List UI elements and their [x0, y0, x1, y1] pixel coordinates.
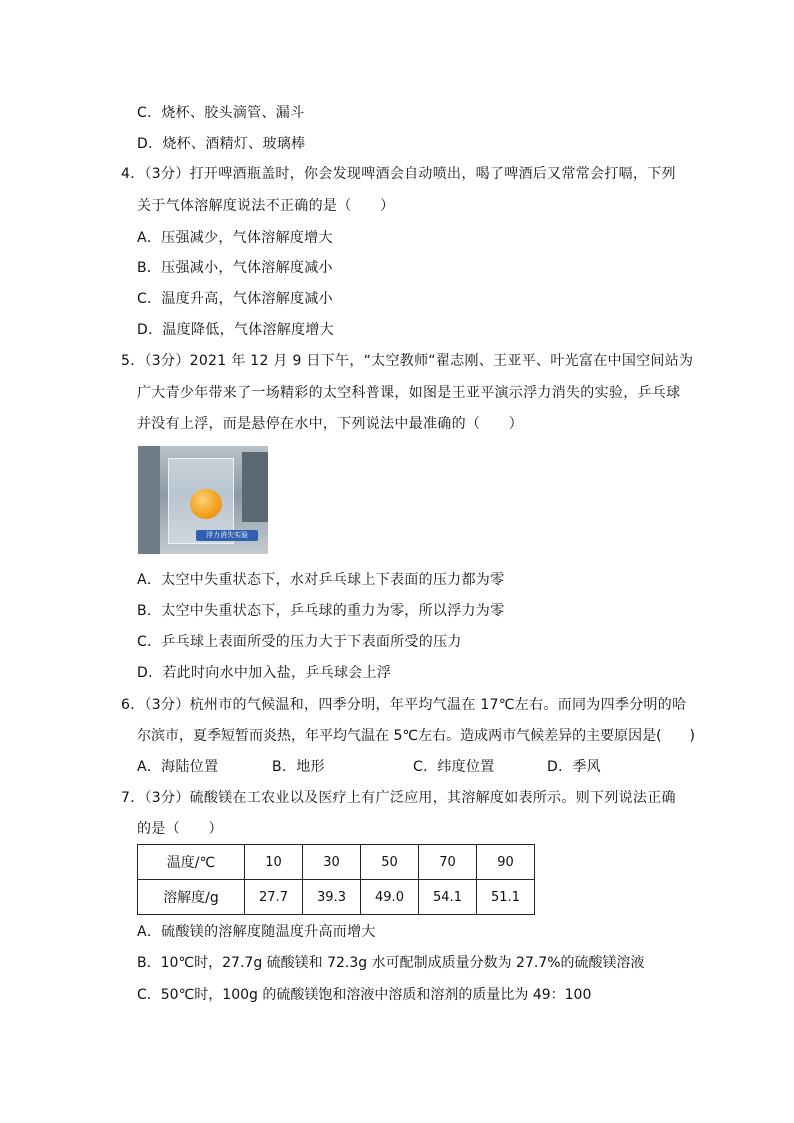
q6-option-b: B．地形: [272, 759, 325, 775]
photo-caption: 浮力消失实验: [196, 530, 258, 541]
q4-option-c: C．温度升高，气体溶解度减小: [137, 291, 333, 307]
solubility-cell: 54.1: [419, 880, 477, 915]
table-row-solubility: [138, 880, 535, 915]
q4-option-b: B．压强减小，气体溶解度减小: [137, 260, 333, 276]
temperature-cell: 50: [361, 845, 419, 880]
temperature-cell: 90: [477, 845, 535, 880]
q5-stem-line3: 并没有上浮，而是悬停在水中，下列说法中最准确的（ ）: [137, 416, 524, 432]
space-experiment-photo: [138, 446, 268, 554]
q7-option-a: A．硫酸镁的溶解度随温度升高而增大: [137, 924, 376, 940]
solubility-cell: 51.1: [477, 880, 535, 915]
temperature-cell: 70: [419, 845, 477, 880]
q4-stem-line2: 关于气体溶解度说法不正确的是（ ）: [137, 198, 395, 214]
solubility-cell: 39.3: [303, 880, 361, 915]
q4-stem-line1: 4．（3分）打开啤酒瓶盖时，你会发现啤酒会自动喷出，喝了啤酒后又常常会打嗝，下列: [121, 166, 676, 182]
solubility-table: [137, 844, 535, 915]
station-panel-right: [242, 452, 268, 522]
q4-option-d: D．温度降低，气体溶解度增大: [137, 322, 334, 338]
temperature-cell: 30: [303, 845, 361, 880]
q5-stem-line1: 5．（3分）2021 年 12 月 9 日下午，“太空教师“翟志刚、王亚平、叶光富在中国空间站为: [121, 353, 694, 369]
temperature-header: 温度/℃: [138, 845, 245, 880]
q5-option-a: A．太空中失重状态下，水对乒乓球上下表面的压力都为零: [137, 572, 505, 588]
q5-option-d: D．若此时向水中加入盐，乒乓球会上浮: [137, 665, 392, 681]
solubility-header: 溶解度/g: [138, 880, 245, 915]
q5-stem-line2: 广大青少年带来了一场精彩的太空科普课，如图是王亚平演示浮力消失的实验，乒乓球: [137, 385, 681, 401]
q3-option-d: D．烧杯、酒精灯、玻璃棒: [137, 136, 306, 152]
temperature-cell: 10: [245, 845, 303, 880]
q5-option-b: B．太空中失重状态下，乒乓球的重力为零，所以浮力为零: [137, 603, 505, 619]
q6-option-d: D．季风: [547, 759, 601, 775]
q4-option-a: A．压强减少，气体溶解度增大: [137, 230, 333, 246]
q7-stem-line2: 的是（ ）: [137, 821, 223, 837]
q6-stem-line2: 尔滨市，夏季短暂而炎热，年平均气温在 5℃左右。造成两市气候差异的主要原因是( ): [137, 728, 696, 744]
q3-option-c: C．烧杯、胶头滴管、漏斗: [137, 105, 305, 121]
q6-option-a: A．海陆位置: [137, 759, 219, 775]
ping-pong-ball: [190, 489, 222, 519]
q7-option-c: C．50℃时，100g 的硫酸镁饱和溶液中溶质和溶剂的质量比为 49：100: [137, 987, 592, 1003]
station-wall-left: [138, 446, 160, 554]
q5-option-c: C．乒乓球上表面所受的压力大于下表面所受的压力: [137, 634, 462, 650]
table-row-temperature: [138, 845, 535, 880]
q6-stem-line1: 6．（3分）杭州市的气候温和，四季分明，年平均气温在 17℃左右。而同为四季分明的哈: [121, 697, 687, 713]
q7-option-b: B．10℃时，27.7g 硫酸镁和 72.3g 水可配制成质量分数为 27.7%的硫酸镁溶液: [137, 955, 645, 971]
q7-stem-line1: 7．（3分）硫酸镁在工农业以及医疗上有广泛应用，其溶解度如表所示。则下列说法正确: [121, 790, 676, 806]
solubility-cell: 27.7: [245, 880, 303, 915]
q6-option-c: C．纬度位置: [413, 759, 495, 775]
solubility-cell: 49.0: [361, 880, 419, 915]
